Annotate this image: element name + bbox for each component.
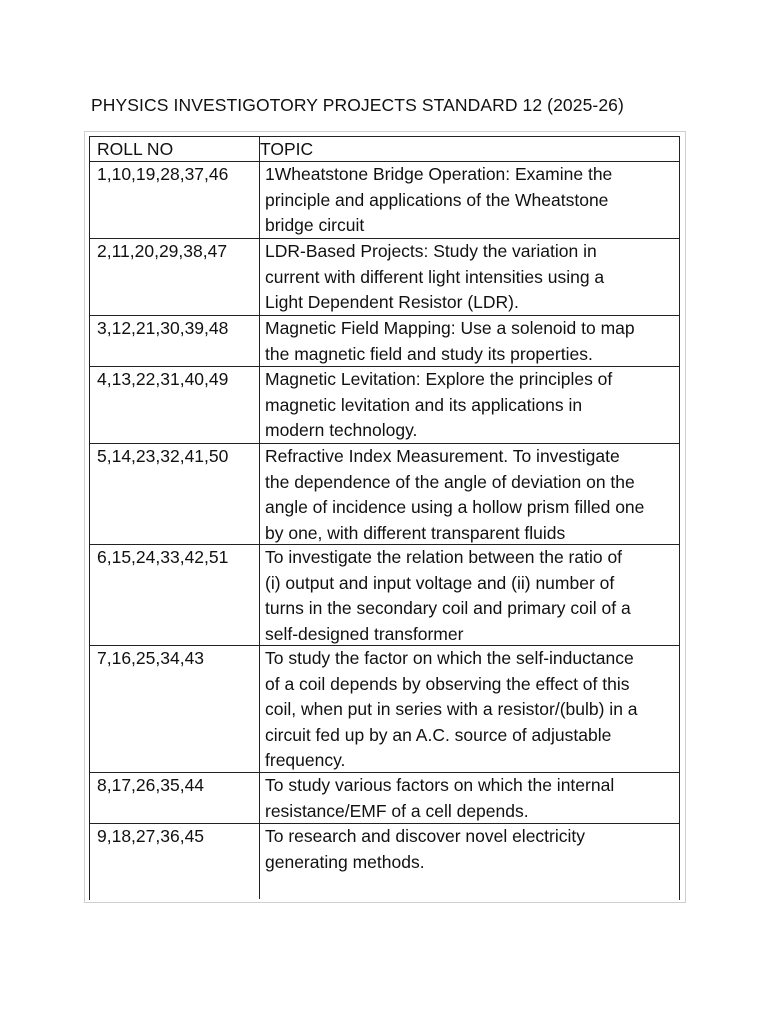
- topic-cell: [265, 367, 673, 444]
- topic-cell: [265, 444, 673, 546]
- topic-line: frequency.: [265, 750, 346, 770]
- topic-line: To investigate the relation between the ratio of: [265, 547, 623, 567]
- topic-line: Magnetic Levitation: Explore the principles of: [265, 369, 613, 389]
- table-row: [89, 773, 679, 824]
- roll-no-cell: 8,17,26,35,44: [97, 775, 205, 795]
- table-row: [89, 367, 679, 444]
- topic-cell: [265, 239, 673, 316]
- table-row: [89, 316, 679, 367]
- table-row: [89, 646, 679, 773]
- topic-cell: [265, 545, 673, 647]
- topic-line: magnetic levitation and its applications in: [265, 394, 583, 415]
- topic-line: current with different light intensities using a: [265, 266, 605, 287]
- topic-cell: [265, 824, 673, 875]
- topic-line: angle of incidence using a hollow prism filled one: [265, 497, 645, 517]
- roll-no-cell: 3,12,21,30,39,48: [97, 318, 229, 338]
- topic-line: generating methods.: [265, 851, 425, 872]
- roll-no-cell: 4,13,22,31,40,49: [97, 369, 229, 389]
- table-row: [89, 545, 679, 646]
- topic-line: Refractive Index Measurement. To investigate: [265, 446, 620, 466]
- topic-line: Magnetic Field Mapping: Use a solenoid to map: [265, 318, 635, 338]
- topic-line: principle and applications of the Wheatstone: [265, 189, 609, 210]
- table-header-row: [89, 137, 679, 162]
- topic-cell: [265, 646, 673, 774]
- table-row: [89, 162, 679, 239]
- topic-line: (i) output and input voltage and (ii) number of: [265, 572, 615, 593]
- topic-line: the magnetic field and study its properties.: [265, 343, 593, 364]
- topic-line: modern technology.: [265, 420, 418, 440]
- table-row: [89, 239, 679, 316]
- topic-line: of a coil depends by observing the effect of this: [265, 673, 630, 694]
- table-row: [89, 824, 679, 899]
- topic-cell: [265, 773, 673, 824]
- roll-no-cell: 1,10,19,28,37,46: [97, 164, 229, 184]
- topic-line: 1Wheatstone Bridge Operation: Examine the: [265, 164, 613, 184]
- topic-line: To study the factor on which the self-inductance: [265, 648, 634, 668]
- page-title: PHYSICS INVESTIGOTORY PROJECTS STANDARD 12 (2025-26): [91, 95, 624, 115]
- roll-no-cell: 7,16,25,34,43: [97, 648, 205, 668]
- topic-line: To research and discover novel electricity: [265, 826, 586, 846]
- topic-line: turns in the secondary coil and primary coil of a: [265, 598, 631, 618]
- roll-no-cell: 5,14,23,32,41,50: [97, 446, 229, 466]
- topic-line: To study various factors on which the internal: [265, 775, 615, 795]
- topic-line: by one, with different transparent fluids: [265, 522, 566, 543]
- topic-cell: [265, 162, 673, 239]
- header-roll-no: ROLL NO: [97, 139, 174, 159]
- header-topic: TOPIC: [260, 139, 314, 159]
- topic-line: circuit fed up by an A.C. source of adjustable: [265, 724, 612, 745]
- topic-line: self-designed transformer: [265, 623, 464, 644]
- topic-line: the dependence of the angle of deviation on the: [265, 471, 635, 492]
- topic-line: coil, when put in series with a resistor/(bulb) in a: [265, 699, 638, 719]
- topic-line: bridge circuit: [265, 215, 365, 235]
- roll-no-cell: 6,15,24,33,42,51: [97, 547, 229, 567]
- topic-line: Light Dependent Resistor (LDR).: [265, 292, 519, 312]
- topic-cell: [265, 316, 673, 367]
- topic-line: LDR-Based Projects: Study the variation in: [265, 241, 597, 261]
- topic-line: resistance/EMF of a cell depends.: [265, 800, 529, 821]
- table-row: [89, 444, 679, 545]
- roll-no-cell: 2,11,20,29,38,47: [97, 241, 228, 261]
- roll-no-cell: 9,18,27,36,45: [97, 826, 205, 846]
